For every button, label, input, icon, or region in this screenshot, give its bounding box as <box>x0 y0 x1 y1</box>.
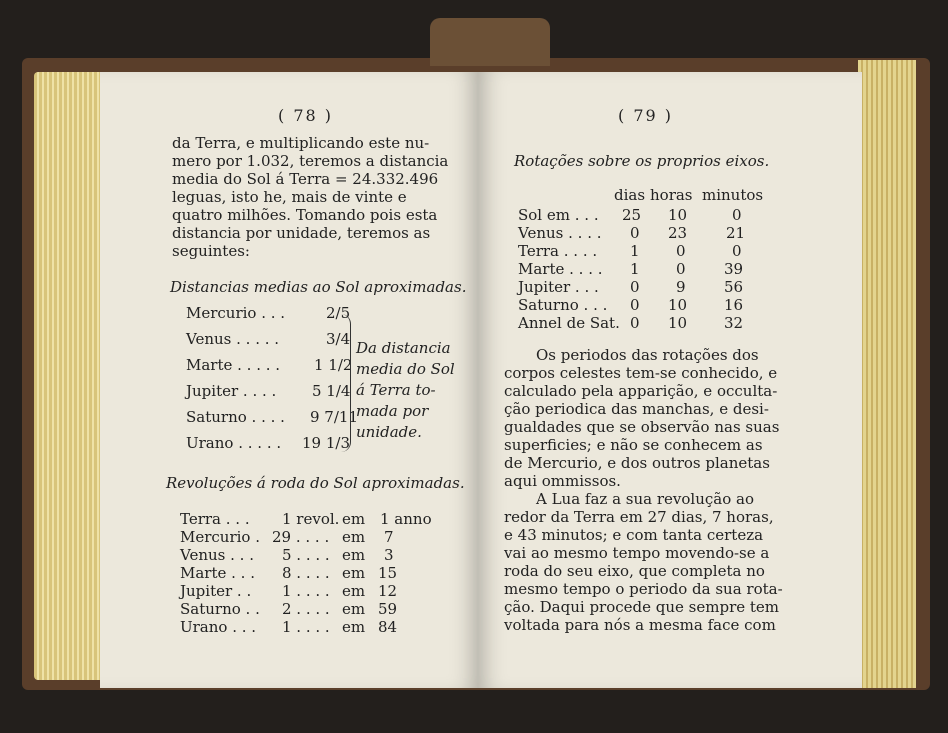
brace-note-line: media do Sol <box>356 360 455 378</box>
body-name: Marte . . . . <box>518 260 603 278</box>
book-spine <box>430 18 550 66</box>
text-line: calculado pela apparição, e occulta- <box>504 382 778 400</box>
hours-value: 23 <box>668 224 688 242</box>
revolution-years: 1 anno <box>380 510 432 528</box>
revolution-years: 84 <box>378 618 398 636</box>
text-line: corpos celestes tem-se conhecido, e <box>504 364 778 382</box>
brace-note-line: mada por <box>356 402 429 420</box>
text-line: quatro milhões. Tomando pois esta <box>172 206 438 224</box>
revolution-count: 2 . . . . <box>282 600 330 618</box>
revolution-years: 59 <box>378 600 398 618</box>
hours-value: 10 <box>668 296 688 314</box>
planet-name: Venus . . . . . <box>186 330 280 348</box>
minutes-value: 56 <box>724 278 744 296</box>
column-header: horas <box>650 186 693 204</box>
hours-value: 10 <box>668 314 688 332</box>
text-line: ção periodica das manchas, e desi- <box>504 400 769 418</box>
em-word: em <box>342 510 366 528</box>
section-heading: Distancias medias ao Sol aproximadas. <box>170 278 467 296</box>
text-line: redor da Terra em 27 dias, 7 horas, <box>504 508 774 526</box>
days-value: 0 <box>630 278 640 296</box>
revolution-count: 1 . . . . <box>282 618 330 636</box>
body-name: Saturno . . . <box>518 296 608 314</box>
text-line: mero por 1.032, teremos a distancia <box>172 152 449 170</box>
text-line: leguas, isto he, mais de vinte e <box>172 188 407 206</box>
text-line: e 43 minutos; e com tanta certeza <box>504 526 764 544</box>
revolution-years: 3 <box>384 546 394 564</box>
minutes-value: 32 <box>724 314 744 332</box>
text-line: superficies; e não se conhecem as <box>504 436 763 454</box>
revolution-years: 7 <box>384 528 394 546</box>
hours-value: 0 <box>676 260 686 278</box>
section-heading: Rotações sobre os proprios eixos. <box>514 152 770 170</box>
text-line: aqui ommissos. <box>504 472 621 490</box>
planet-name: Saturno . . . . <box>186 408 285 426</box>
column-header: dias <box>614 186 646 204</box>
page-number: ( 78 ) <box>278 106 334 125</box>
minutes-value: 21 <box>726 224 746 242</box>
em-word: em <box>342 600 366 618</box>
text-line: media do Sol á Terra = 24.332.496 <box>172 170 439 188</box>
brace-note-line: á Terra to- <box>356 381 436 399</box>
planet-name: Saturno . . <box>180 600 260 618</box>
revolution-count: 29 . . . . <box>272 528 330 546</box>
distance-value: 3/4 <box>326 330 351 348</box>
text-line: vai ao mesmo tempo movendo-se a <box>504 544 770 562</box>
text-line: distancia por unidade, teremos as <box>172 224 431 242</box>
hours-value: 0 <box>676 242 686 260</box>
days-value: 0 <box>630 296 640 314</box>
body-name: Venus . . . . <box>518 224 602 242</box>
column-header: minutos <box>702 186 764 204</box>
planet-name: Mercurio . <box>180 528 261 546</box>
em-word: em <box>342 546 366 564</box>
revolution-count: 1 . . . . <box>282 582 330 600</box>
body-name: Sol em . . . <box>518 206 599 224</box>
em-word: em <box>342 564 366 582</box>
planet-name: Urano . . . . . <box>186 434 282 452</box>
minutes-value: 0 <box>732 206 742 224</box>
days-value: 25 <box>622 206 642 224</box>
minutes-value: 0 <box>732 242 742 260</box>
body-name: Terra . . . . <box>518 242 598 260</box>
distance-value: 2/5 <box>326 304 351 322</box>
em-word: em <box>342 618 366 636</box>
planet-name: Jupiter . . <box>180 582 252 600</box>
revolution-years: 15 <box>378 564 398 582</box>
text-line: voltada para nós a mesma face com <box>504 616 776 634</box>
planet-name: Marte . . . <box>180 564 255 582</box>
distance-value: 9 7/11 <box>310 408 358 426</box>
left-page <box>100 72 478 688</box>
planet-name: Venus . . . <box>180 546 254 564</box>
days-value: 1 <box>630 242 640 260</box>
revolution-count: 8 . . . . <box>282 564 330 582</box>
em-word: em <box>342 582 366 600</box>
text-line: seguintes: <box>172 242 250 260</box>
text-line: A Lua faz a sua revolução ao <box>536 490 755 508</box>
page-edges-right <box>858 60 916 688</box>
hours-value: 10 <box>668 206 688 224</box>
page-edges-left <box>34 72 106 680</box>
brace <box>340 314 351 452</box>
days-value: 0 <box>630 314 640 332</box>
text-line: roda do seu eixo, que completa no <box>504 562 765 580</box>
section-heading: Revoluções á roda do Sol aproximadas. <box>166 474 465 492</box>
text-line: mesmo tempo o periodo da sua rota- <box>504 580 783 598</box>
body-name: Jupiter . . . <box>518 278 599 296</box>
planet-name: Urano . . . <box>180 618 257 636</box>
distance-value: 19 1/3 <box>302 434 350 452</box>
days-value: 0 <box>630 224 640 242</box>
minutes-value: 16 <box>724 296 744 314</box>
days-value: 1 <box>630 260 640 278</box>
revolution-count: 5 . . . . <box>282 546 330 564</box>
planet-name: Mercurio . . . <box>186 304 286 322</box>
page-number: ( 79 ) <box>618 106 674 125</box>
distance-value: 1 1/2 <box>314 356 353 374</box>
hours-value: 9 <box>676 278 686 296</box>
body-name: Annel de Sat. <box>518 314 620 332</box>
planet-name: Jupiter . . . . <box>186 382 277 400</box>
planet-name: Terra . . . <box>180 510 250 528</box>
text-line: da Terra, e multiplicando este nu- <box>172 134 430 152</box>
planet-name: Marte . . . . . <box>186 356 281 374</box>
distance-value: 5 1/4 <box>312 382 351 400</box>
text-line: Os periodos das rotações dos <box>536 346 759 364</box>
text-line: de Mercurio, e dos outros planetas <box>504 454 770 472</box>
revolution-years: 12 <box>378 582 398 600</box>
text-line: gualdades que se observão nas suas <box>504 418 780 436</box>
minutes-value: 39 <box>724 260 744 278</box>
text-line: ção. Daqui procede que sempre tem <box>504 598 780 616</box>
revolution-count: 1 revol. <box>282 510 340 528</box>
brace-note-line: Da distancia <box>356 339 451 357</box>
em-word: em <box>342 528 366 546</box>
right-page <box>478 72 862 688</box>
brace-note-line: unidade. <box>356 423 422 441</box>
